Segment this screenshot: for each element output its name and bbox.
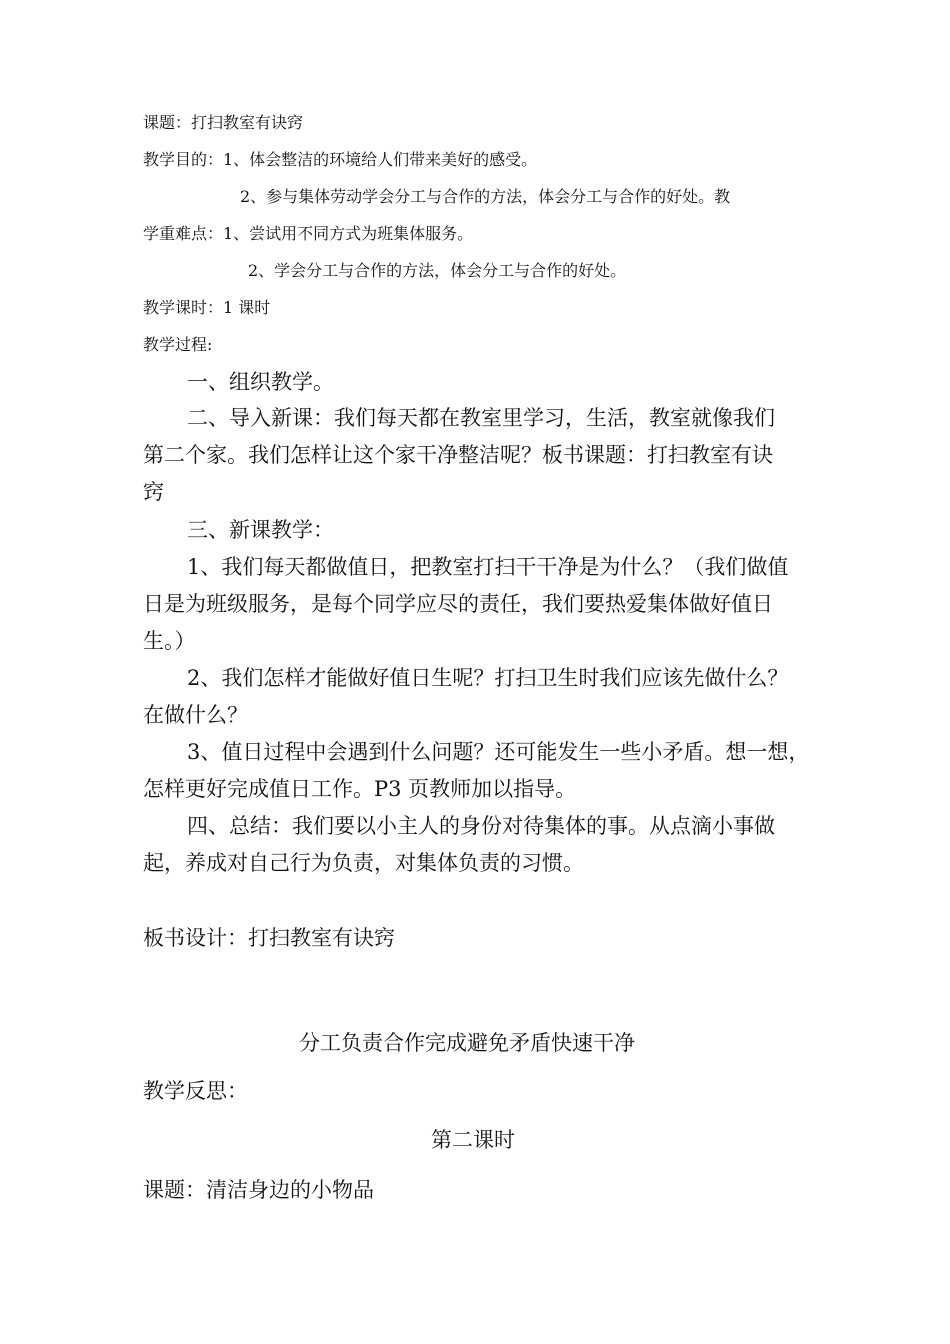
teaching-reflection: 教学反思： [143,1079,248,1103]
lesson-title: 课题：打扫教室有诀窍 [143,113,304,132]
question1-line1: 1、我们每天都做值日，把教室打扫干干净是为什么？（我们做值 [187,555,789,579]
question2-line1: 2、我们怎样才能做好值日生呢？打扫卫生时我们应该先做什么？ [187,666,789,690]
question3-line1: 3、值日过程中会遇到什么问题？还可能发生一些小矛盾。想一想， [187,740,810,764]
objective-2: 2、参与集体劳动学会分工与合作的方法，体会分工与合作的好处。教 [240,187,731,206]
board-content: 分工负责合作完成避免矛盾快速干净 [299,1031,635,1055]
process-label: 教学过程: [143,335,213,354]
question2-line2: 在做什么？ [143,703,248,727]
summary-line2: 起，养成对自己行为负责，对集体负责的习惯。 [143,851,584,875]
step-intro-line2: 第二个家。我们怎样让这个家干净整洁呢？板书课题：打扫教室有诀 [143,443,773,467]
second-lesson-heading: 第二课时 [431,1128,515,1152]
teaching-hours: 教学课时：1 课时 [143,298,271,317]
difficulty-2: 2、学会分工与合作的方法，体会分工与合作的好处。 [248,261,627,280]
board-design: 板书设计：打扫教室有诀窍 [143,926,395,950]
summary-line1: 四、总结：我们要以小主人的身份对待集体的事。从点滴小事做 [187,814,775,838]
objective-1: 教学目的：1、体会整洁的环境给人们带来美好的感受。 [143,150,538,169]
step-intro-line1: 二、导入新课：我们每天都在教室里学习，生活，教室就像我们 [187,406,775,430]
step-new-lesson: 三、新课教学： [187,518,334,542]
question1-line3: 生。） [143,629,196,653]
step-organize: 一、组织教学。 [187,370,334,394]
step-intro-line3: 窍 [143,480,164,504]
difficulty-1: 学重难点：1、尝试用不同方式为班集体服务。 [143,224,474,243]
question1-line2: 日是为班级服务，是每个同学应尽的责任，我们要热爱集体做好值日 [143,592,773,616]
second-lesson-title: 课题：清洁身边的小物品 [143,1178,374,1202]
question3-line2: 怎样更好完成值日工作。P3 页教师加以指导。 [143,777,577,801]
